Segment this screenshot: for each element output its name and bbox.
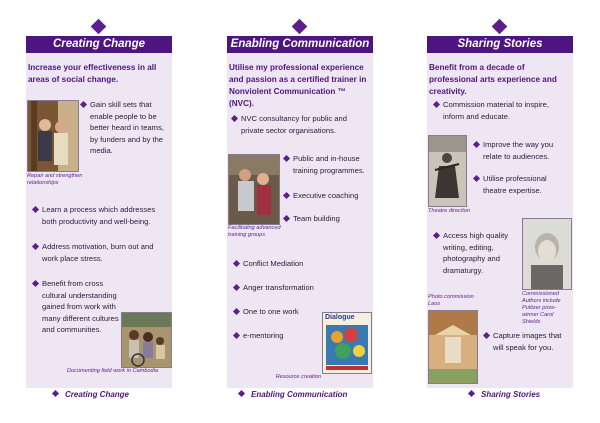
footer-diamond-icon (238, 390, 245, 397)
photo-caption: Theatre direction (428, 208, 470, 214)
bullet-item: e-mentoring (243, 330, 333, 342)
photo-caption: Photo commission Laos (428, 294, 474, 307)
bullet-item: Utilise professional theatre expertise. (483, 173, 571, 196)
column-enabling-communication (227, 0, 373, 423)
bullet-item: NVC consultancy for public and private sector organisations. (241, 113, 371, 136)
footer-label: Enabling Communication (239, 390, 347, 399)
bullet-item: Address motivation, burn out and work place stress. (42, 241, 170, 264)
photo-caption: Resource creation (275, 374, 321, 380)
column-intro: Benefit from a decade of professional arts experience and creativity. (429, 63, 557, 96)
magazine-title: Dialogue (325, 314, 355, 321)
footer-label: Sharing Stories (469, 390, 540, 399)
column-title: Sharing Stories (427, 36, 573, 53)
column-title: Creating Change (26, 36, 172, 53)
bullet-item: Benefit from cross cultural understanding gained from work with many different cultures and communities. (42, 278, 120, 336)
column-intro: Increase your effectiveness in all areas of social change. (28, 63, 157, 84)
column-title: Enabling Communication (227, 36, 373, 53)
photo-field-work-cambodia (121, 312, 172, 368)
column-creating-change (26, 0, 172, 423)
bullet-item: Anger transformation (243, 282, 333, 294)
diamond-ornament-icon (492, 19, 508, 35)
photo-training-groups (228, 154, 280, 225)
diamond-ornament-icon (91, 19, 107, 35)
bullet-item: Commission material to inspire, inform and educate. (443, 99, 571, 122)
bullet-item: Improve the way you relate to audiences. (483, 139, 571, 162)
photo-caption: Facilitating advanced training groups (228, 225, 281, 238)
bullet-item: Access high quality writing, editing, photography and dramaturgy. (443, 230, 513, 276)
photo-caption: Documenting field work in Cambodia (66, 368, 158, 374)
photo-caption: Repair and strengthen relationships (27, 173, 83, 186)
bullet-item: Executive coaching (293, 190, 371, 202)
bullet-item: Gain skill sets that enable people to be better heard in teams, by funders and by the media. (90, 99, 170, 157)
footer-diamond-icon (52, 390, 59, 397)
photo-caption: Commissioned Authors include Pulitzer prize-winner Carol Shields (522, 291, 561, 325)
bullet-item: Public and in-house training programmes. (293, 153, 371, 176)
column-intro: Utilise my professional experience and passion as a certified trainer in Nonviolent Communication ™ (NVC). (229, 63, 367, 108)
photo-dialogue-magazine (322, 312, 372, 374)
photo-carol-shields (522, 218, 572, 290)
bullet-item: Conflict Mediation (243, 258, 333, 270)
diamond-ornament-icon (292, 19, 308, 35)
photo-theatre-direction (428, 135, 467, 207)
bullet-item: One to one work (243, 306, 333, 318)
bullet-item: Capture images that will speak for you. (493, 330, 571, 353)
bullet-item: Team building (293, 213, 371, 225)
column-sharing-stories (427, 0, 573, 423)
footer-label: Creating Change (53, 390, 129, 399)
photo-laos-commission (428, 310, 478, 384)
bullet-item: Learn a process which addresses both productivity and well-being. (42, 204, 170, 227)
photo-repair-relationships (27, 100, 79, 172)
footer-diamond-icon (468, 390, 475, 397)
